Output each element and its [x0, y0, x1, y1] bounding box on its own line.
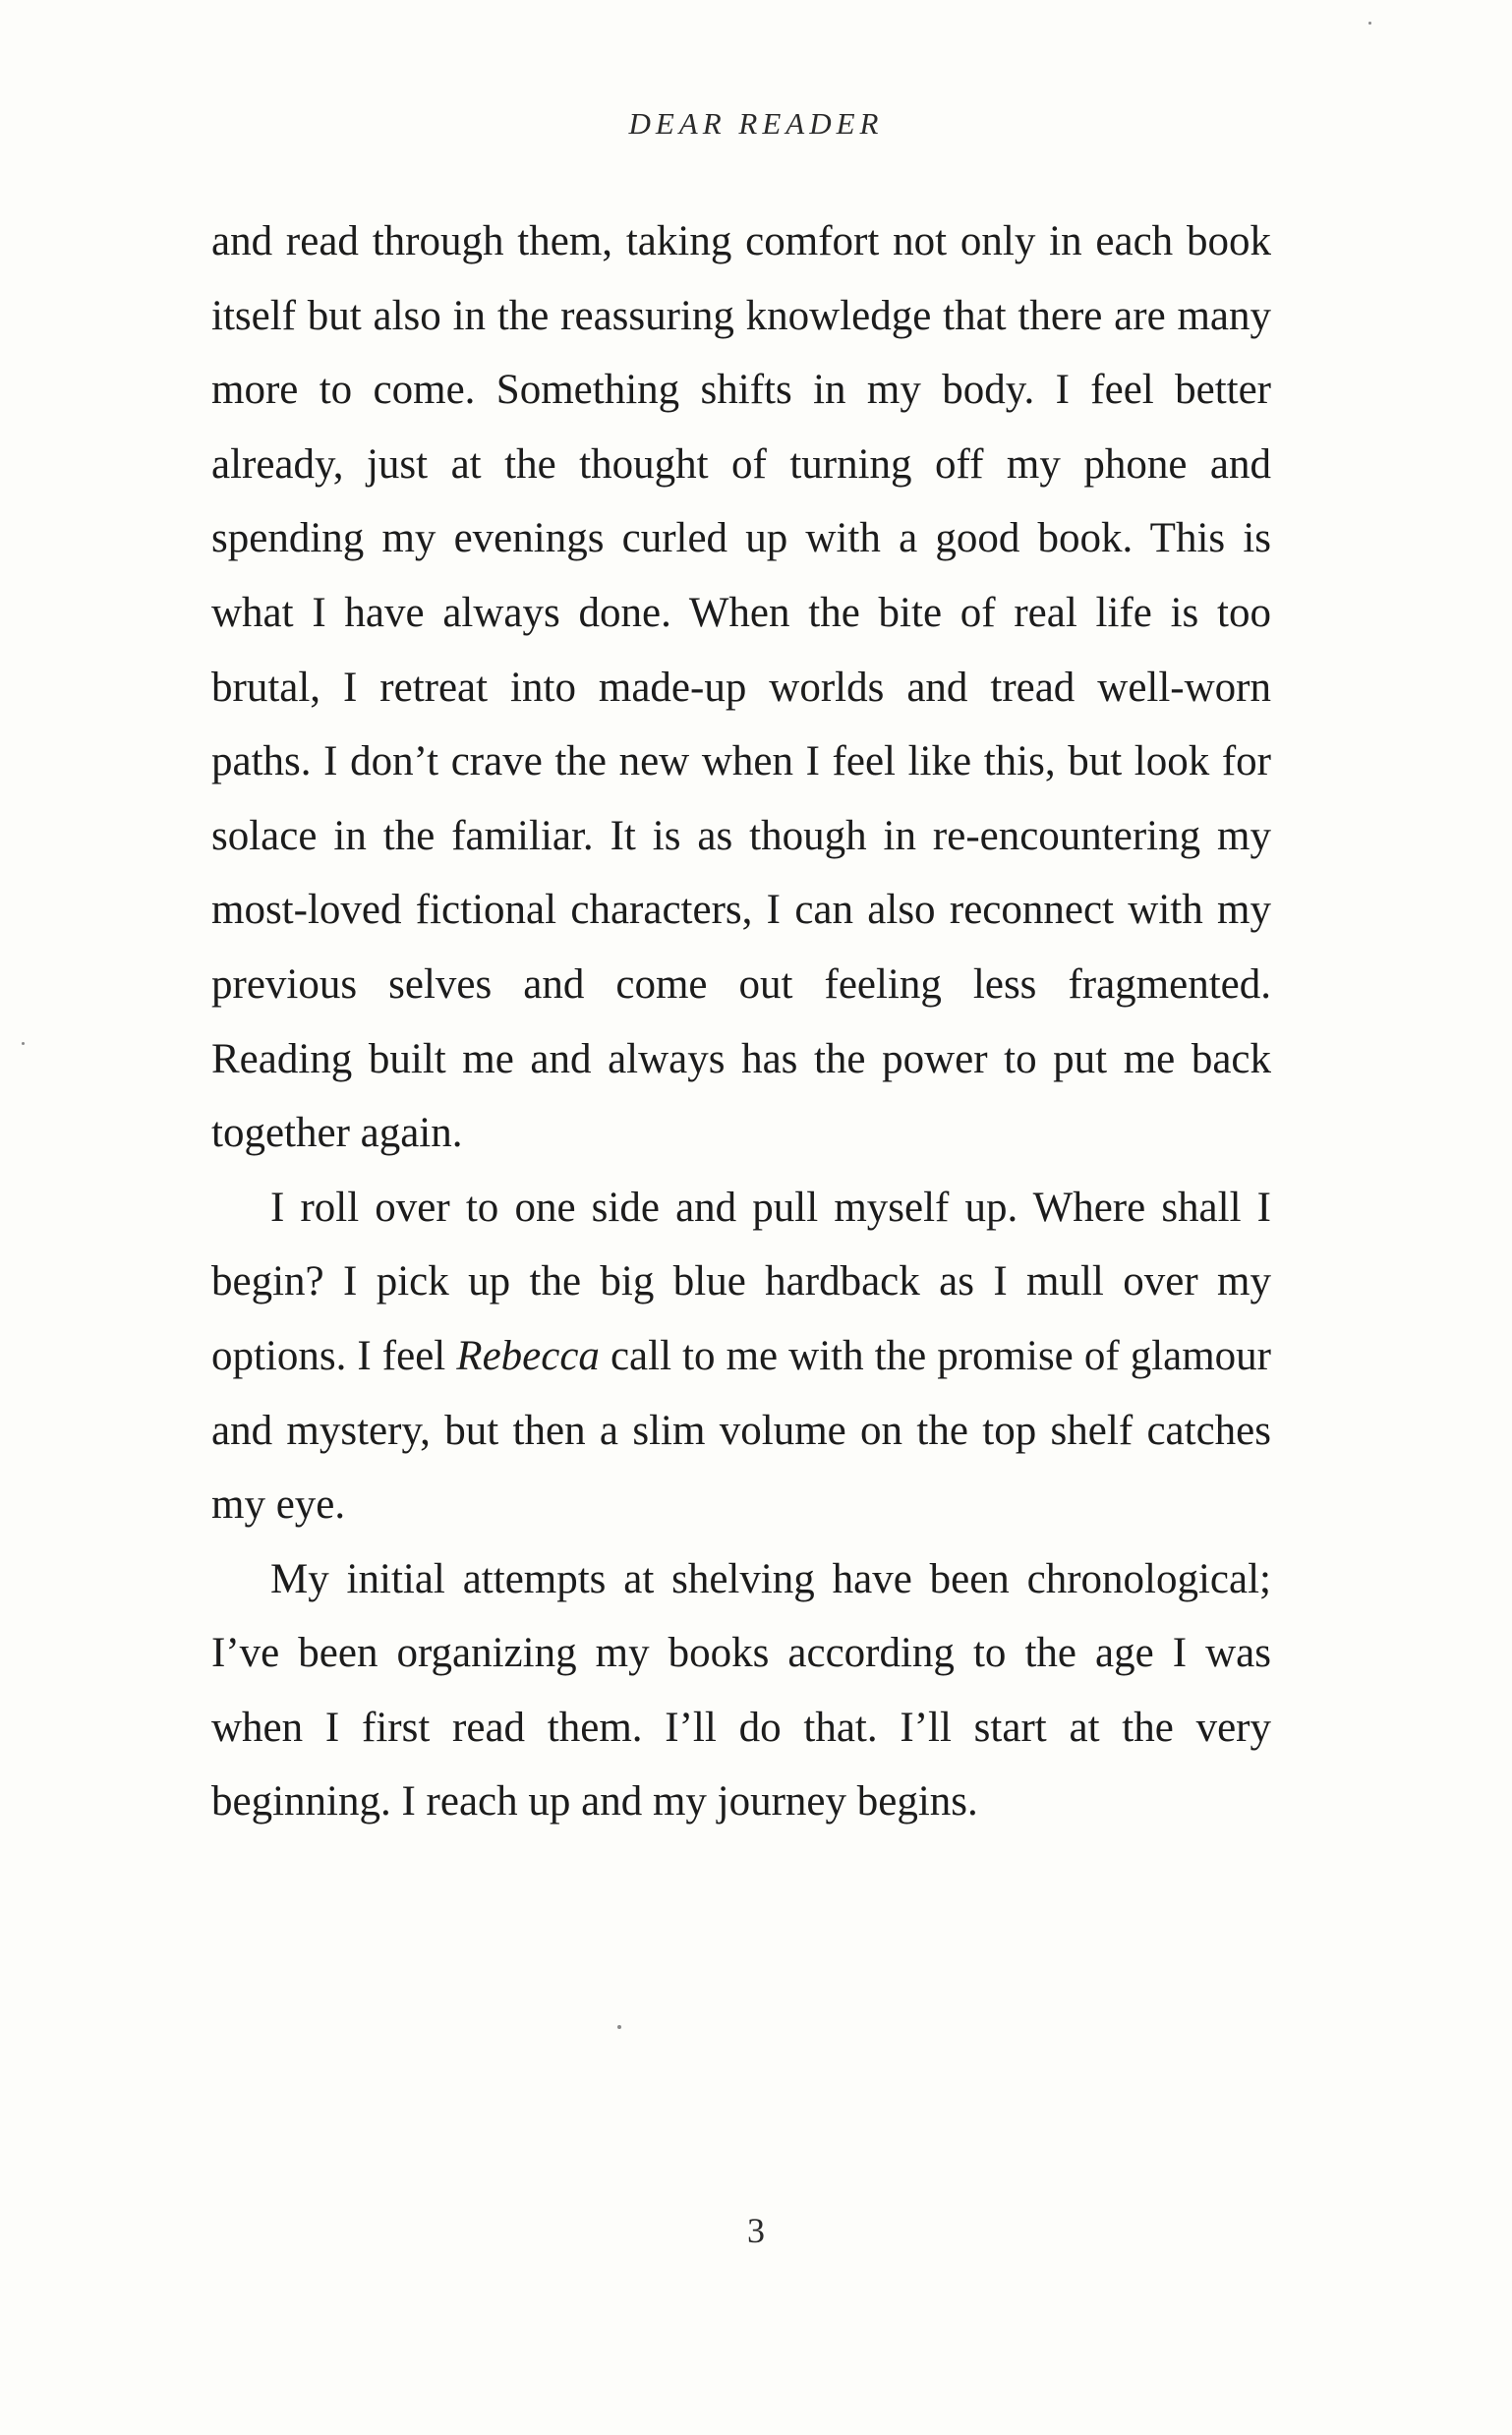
paragraph-1	[211, 204, 1271, 1171]
paragraph-1-text: and read through them, taking comfort not only in each book itself but also in the reassuring knowledge that there are many more to come. Something shifts in my body. I feel better already, just at the thought of turning off my phone and spending my evenings curled up with a good book. This is what I have always done. When the bite of real life is too brutal, I retreat into made-up worlds and tread well-worn paths. I don’t crave the new when I feel like this, but look for solace in the familiar. It is as though in re-encountering my most-loved fictional characters, I can also reconnect with my previous selves and come out feeling less fragmented. Reading built me and always has the power to put me back together again.	[211, 218, 1271, 1157]
scan-speck	[22, 1042, 25, 1045]
page-number: 3	[747, 2211, 765, 2250]
paragraph-3-text: My initial attempts at shelving have been chronological; I’ve been organizing my books according to the age I was when I first read them. I’ll do that. I’ll start at the very beginning. I reach up and my journey begins.	[211, 1555, 1271, 1826]
scan-speck	[617, 2025, 621, 2029]
book-title-emphasis: Rebecca	[456, 1332, 600, 1379]
scan-speck	[1368, 22, 1371, 25]
paragraph-2	[211, 1171, 1271, 1542]
paragraph-3	[211, 1542, 1271, 1839]
body-text	[211, 204, 1271, 1839]
running-head: DEAR READER	[628, 106, 884, 141]
paragraph-2-text-start: I roll over to one side and pull myself up. Where shall I begin? I pick up the big blue hardback as I mull over my options. I feel	[211, 1184, 1271, 1379]
paragraph-2-text-end: call to me with the promise of glamour and mystery, but then a slim volume on the top shelf catches my eye.	[211, 1332, 1271, 1529]
